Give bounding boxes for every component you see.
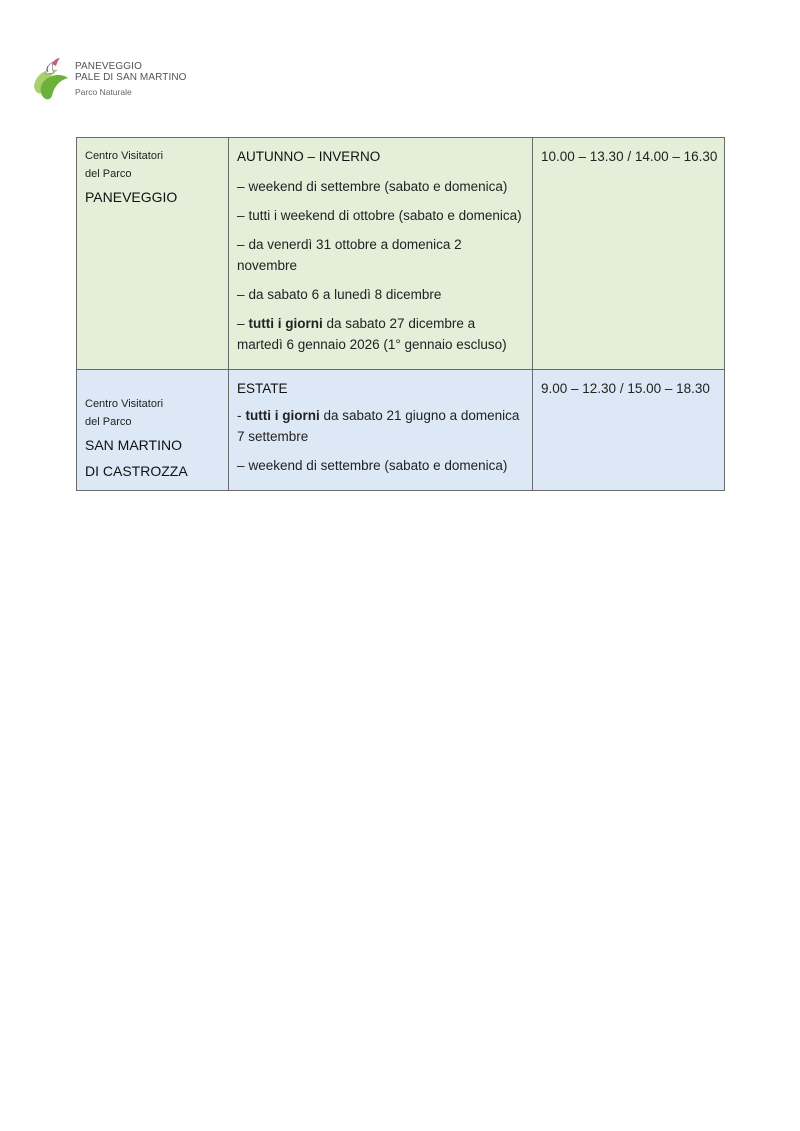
table-row-paneveggio <box>77 138 725 370</box>
logo-line-paneveggio: PANEVEGGIO <box>75 61 142 72</box>
place-cell <box>77 370 229 491</box>
opening-hours: 9.00 – 12.30 / 15.00 – 18.30 <box>541 381 710 396</box>
list-item: – weekend di settembre (sabato e domenica) <box>237 179 508 194</box>
list-item: – da sabato 6 a lunedì 8 dicembre <box>237 287 442 302</box>
list-item: - tutti i giorni da sabato 21 giugno a domenica 7 settembre <box>237 408 520 444</box>
place-cell <box>77 138 229 370</box>
season-title: AUTUNNO – INVERNO <box>237 149 381 164</box>
list-item: – weekend di settembre (sabato e domenica) <box>237 458 508 473</box>
season-title: ESTATE <box>237 381 288 396</box>
place-label: del Parco <box>85 416 132 428</box>
logo-line-pale-di-san-martino: PALE DI SAN MARTINO <box>75 72 187 83</box>
place-label: Centro Visitatori <box>85 398 164 410</box>
place-name: PANEVEGGIO <box>85 189 178 205</box>
place-name: SAN MARTINO <box>85 437 182 453</box>
place-label: Centro Visitatori <box>85 150 164 162</box>
place-name: DI CASTROZZA <box>85 463 188 479</box>
opening-hours: 10.00 – 13.30 / 14.00 – 16.30 <box>541 149 718 164</box>
hours-cell <box>533 370 725 491</box>
park-logo-icon <box>30 56 72 102</box>
list-item: – da venerdì 31 ottobre a domenica 2 novembre <box>237 237 462 273</box>
period-cell <box>229 138 533 370</box>
list-item: – tutti i giorni da sabato 27 dicembre a martedì 6 gennaio 2026 (1° gennaio escluso) <box>237 316 507 352</box>
place-label: del Parco <box>85 168 132 180</box>
logo-line-parco-naturale: Parco Naturale <box>75 87 132 97</box>
hours-cell <box>533 138 725 370</box>
period-cell <box>229 370 533 491</box>
list-item: – tutti i weekend di ottobre (sabato e domenica) <box>237 208 522 223</box>
opening-hours-table <box>76 137 725 491</box>
park-logo-text <box>75 61 187 98</box>
table-row-san-martino <box>77 370 725 491</box>
